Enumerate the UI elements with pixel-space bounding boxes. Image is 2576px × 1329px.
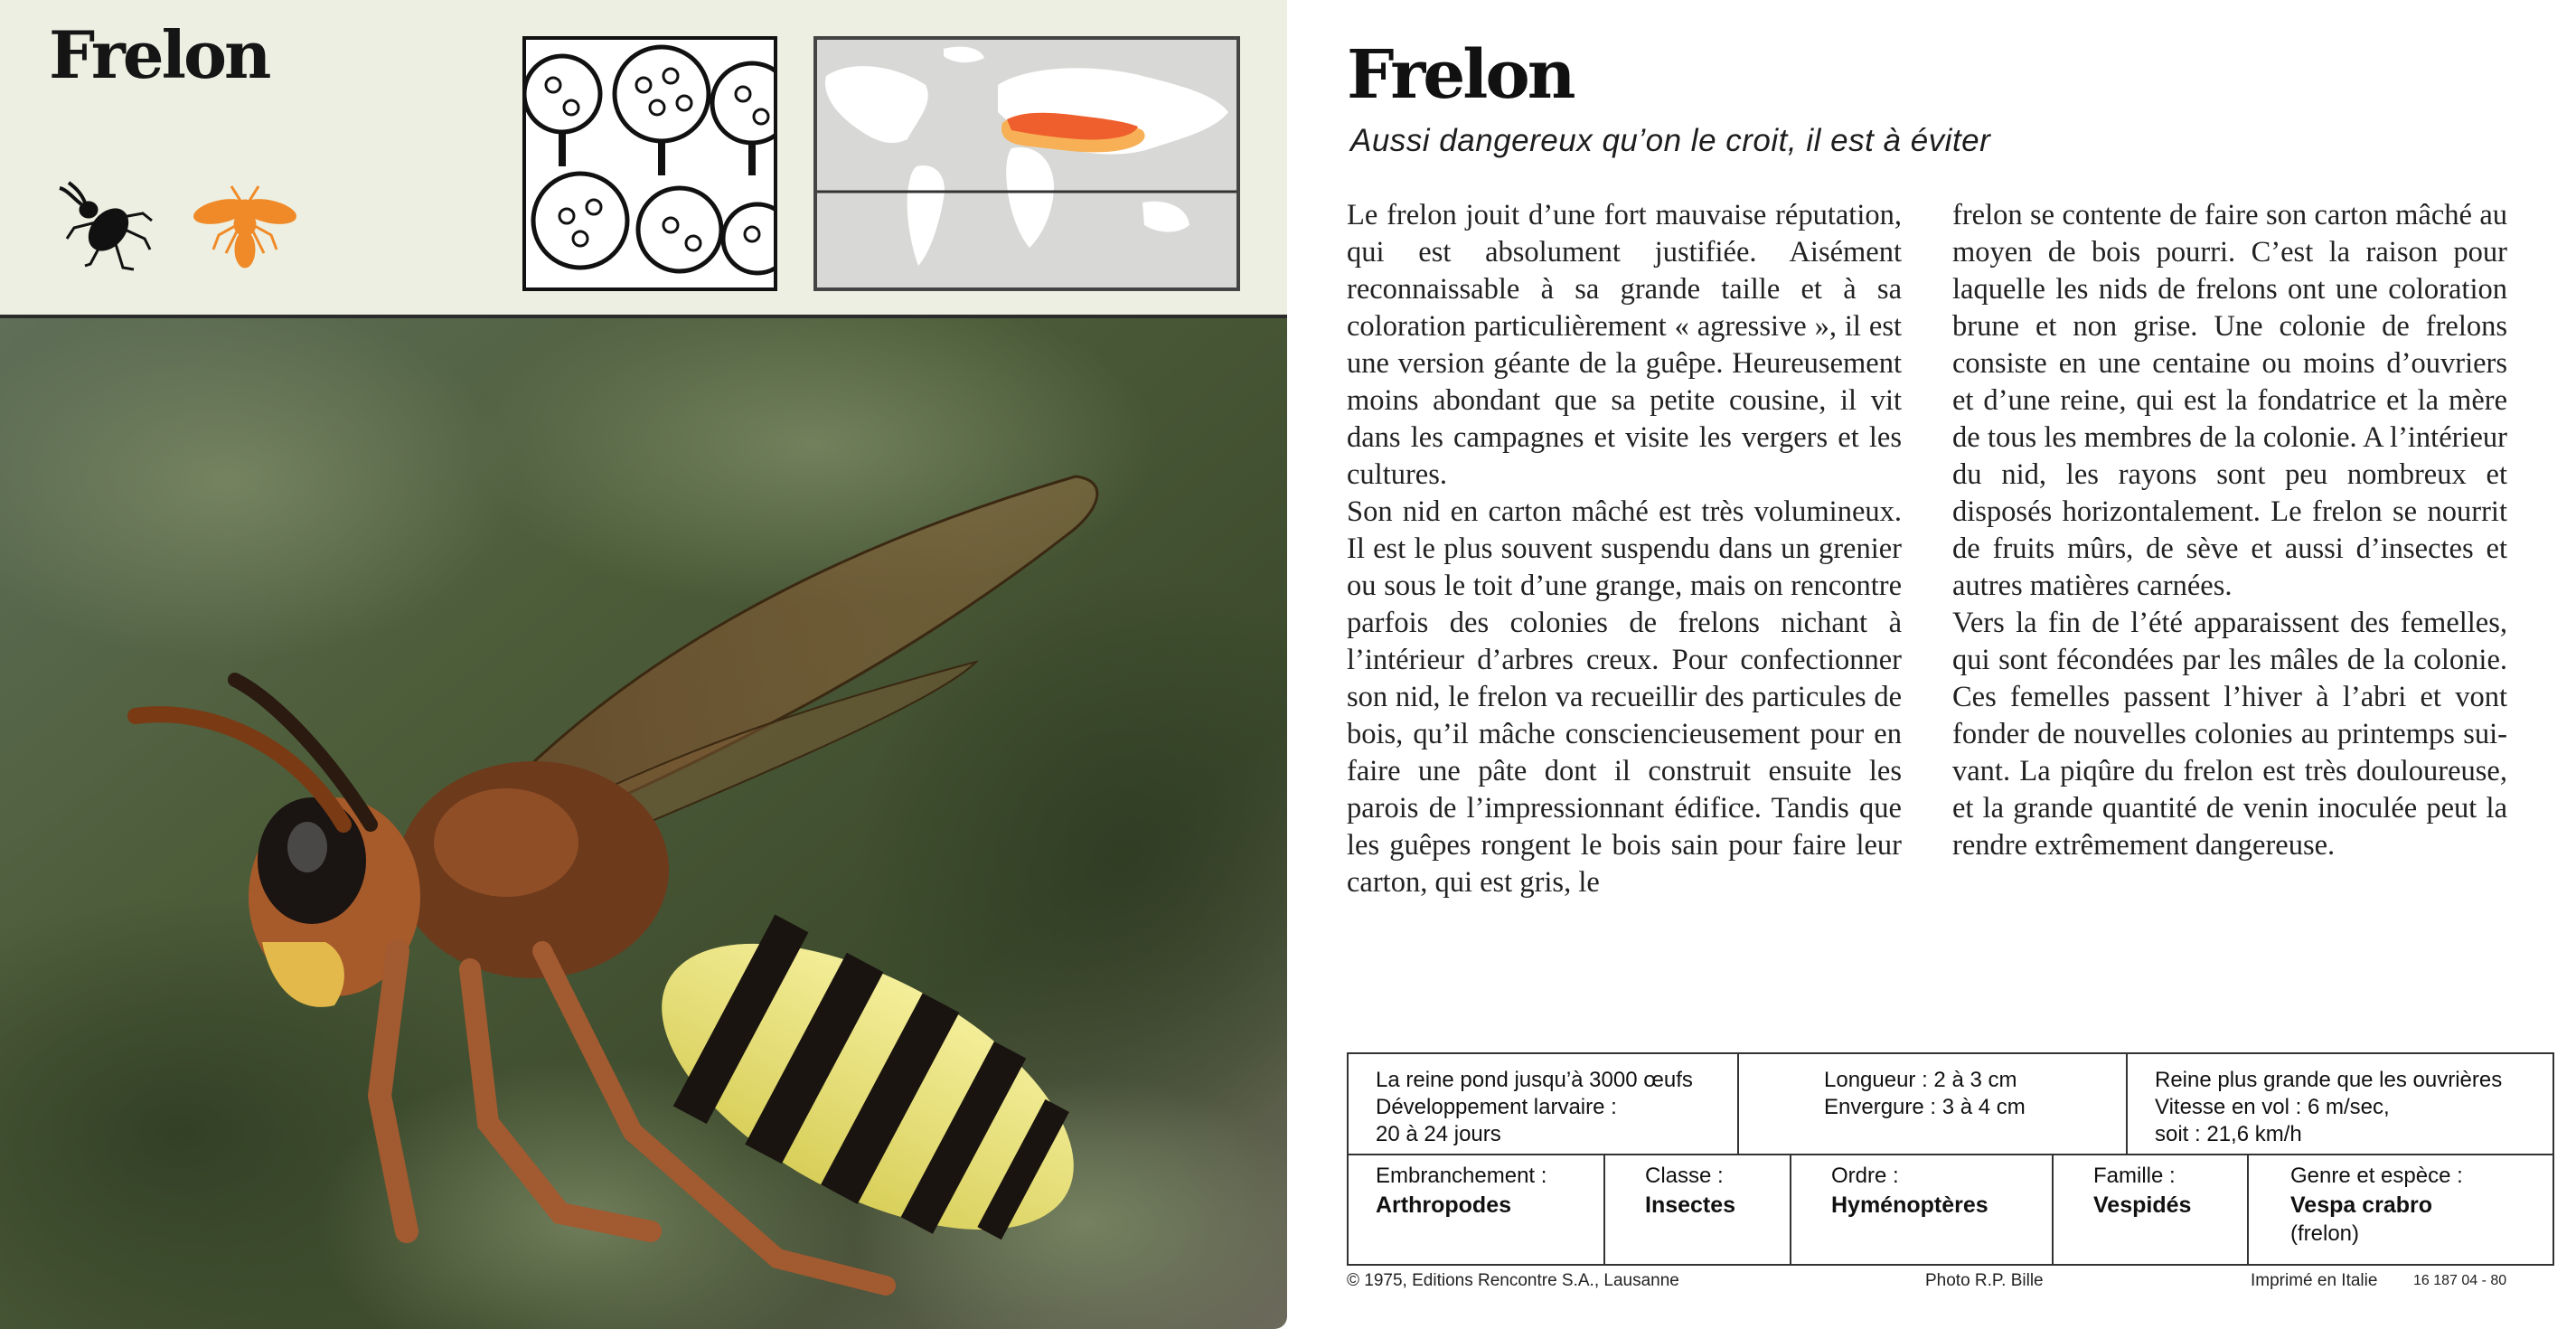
- left-card-header: [0, 0, 1287, 318]
- taxonomy-value: Hyménoptères: [1831, 1192, 1988, 1218]
- hornet-icon: [186, 177, 304, 277]
- fact-line: soit : 21,6 km/h: [2155, 1122, 2302, 1146]
- paragraph: frelon se contente de faire son carton mâché au moyen de bois pourri. C’est la raison pour laquelle les nids de frelons ont une coloration brune et non grise. Une colonie de frelons consiste en une centaine ou moins d’ouvriers et d’une reine, qui est la fondatrice et la mère de tous les membres de la colonie. A l’intérieur du nid, les rayons sont peu nombreux et disposés horizontalement. Le frelon se nourrit de fruits mûrs, de sève et aussi d’insectes et autres matières carnées.: [1952, 199, 2507, 602]
- text-column-2: [1952, 197, 2507, 864]
- distribution-map: [813, 36, 1240, 291]
- taxonomy-cell: [1791, 1154, 2054, 1266]
- printed-in: Imprimé en Italie: [2251, 1271, 2378, 1290]
- paragraph: Le frelon jouit d’une fort mauvaise réputation, qui est absolument justifiée. Aisément reconnaissable à sa grande taille et à sa coloration particulièrement « agressive », il est une version géante de la guêpe. Heureusement moins abondant que sa petite cousine, il vit dans les campagnes et visite les vergers et les cultures.: [1347, 199, 1902, 491]
- taxonomy-common-name: (frelon): [2290, 1221, 2360, 1246]
- paragraph: Vers la fin de l’été apparaissent des femelles, qui sont fécondées par les mâles de la colonie. Ces femelles passent l’hiver à l’abri et vont fonder de nouvelles colonies au printemps suivant. La piqûre du frelon est très douloureuse, et la grande quantité de venin inoculée peut la rendre extrêmement dangereuse.: [1952, 607, 2507, 862]
- habitat-forest-icon: [522, 36, 777, 291]
- facts-row: [1349, 1054, 2552, 1155]
- taxonomy-value: Vespidés: [2093, 1192, 2192, 1218]
- taxonomy-label: Embranchement :: [1376, 1164, 1547, 1188]
- left-card-title: Frelon: [49, 16, 269, 93]
- right-card: [1320, 0, 2576, 1329]
- fact-line: Vitesse en vol : 6 m/sec,: [2155, 1095, 2390, 1119]
- facts-table: [1347, 1052, 2554, 1266]
- taxonomy-cell: [2249, 1154, 2554, 1266]
- subtitle: Aussi dangereux qu’on le croit, il est à éviter: [1350, 123, 1991, 158]
- taxonomy-value: Vespa crabro: [2290, 1192, 2433, 1218]
- text-column-1: [1347, 197, 1902, 901]
- fact-line: Longueur : 2 à 3 cm: [1824, 1068, 2017, 1092]
- fact-line: 20 à 24 jours: [1376, 1122, 1501, 1146]
- fact-line: Développement larvaire :: [1376, 1095, 1617, 1119]
- taxonomy-label: Ordre :: [1831, 1164, 1899, 1188]
- hornet-photo: [0, 318, 1287, 1329]
- taxonomy-row: [1349, 1154, 2552, 1266]
- taxonomy-label: Famille :: [2093, 1164, 2176, 1188]
- fact-line: Envergure : 3 à 4 cm: [1824, 1095, 2026, 1119]
- stag-beetle-icon: [51, 174, 159, 282]
- taxonomy-label: Genre et espèce :: [2290, 1164, 2463, 1188]
- photo-credit: Photo R.P. Bille: [1925, 1271, 2044, 1290]
- taxonomy-cell: [1605, 1154, 1791, 1266]
- taxonomy-cell: [2054, 1154, 2249, 1266]
- footer: [1347, 1271, 2554, 1298]
- catalog-code: 16 187 04 - 80: [2413, 1273, 2507, 1288]
- fact-line: La reine pond jusqu’à 3000 œufs: [1376, 1068, 1693, 1092]
- right-card-title: Frelon: [1347, 36, 1574, 114]
- copyright: © 1975, Editions Rencontre S.A., Lausanne: [1347, 1271, 1679, 1290]
- taxonomy-cell: [1349, 1154, 1605, 1266]
- fact-line: Reine plus grande que les ouvrières: [2155, 1068, 2503, 1092]
- left-card: [0, 0, 1287, 1329]
- taxonomy-value: Arthropodes: [1376, 1192, 1511, 1218]
- taxonomy-value: Insectes: [1645, 1192, 1736, 1218]
- facts-cell-reproduction: [1349, 1054, 1739, 1154]
- paragraph: Son nid en carton mâché est très volumineux. Il est le plus souvent suspendu dans un grenier ou sous le toit d’une grange, mais on rencontre parfois des colonies de frelons nichant à l’intérieur d’arbres creux. Pour confectionner son nid, le frelon va recueillir des particules de bois, qu’il mâche consciencieusement pour en faire une pâte dont il construit ensuite les parois de l’impressionnant édifice. Tandis que les guêpes rongent le bois sain pour faire leur carton, qui est gris, le: [1347, 495, 1902, 899]
- facts-cell-traits: [2128, 1054, 2554, 1154]
- taxonomy-label: Classe :: [1645, 1164, 1724, 1188]
- facts-cell-size: [1739, 1054, 2128, 1154]
